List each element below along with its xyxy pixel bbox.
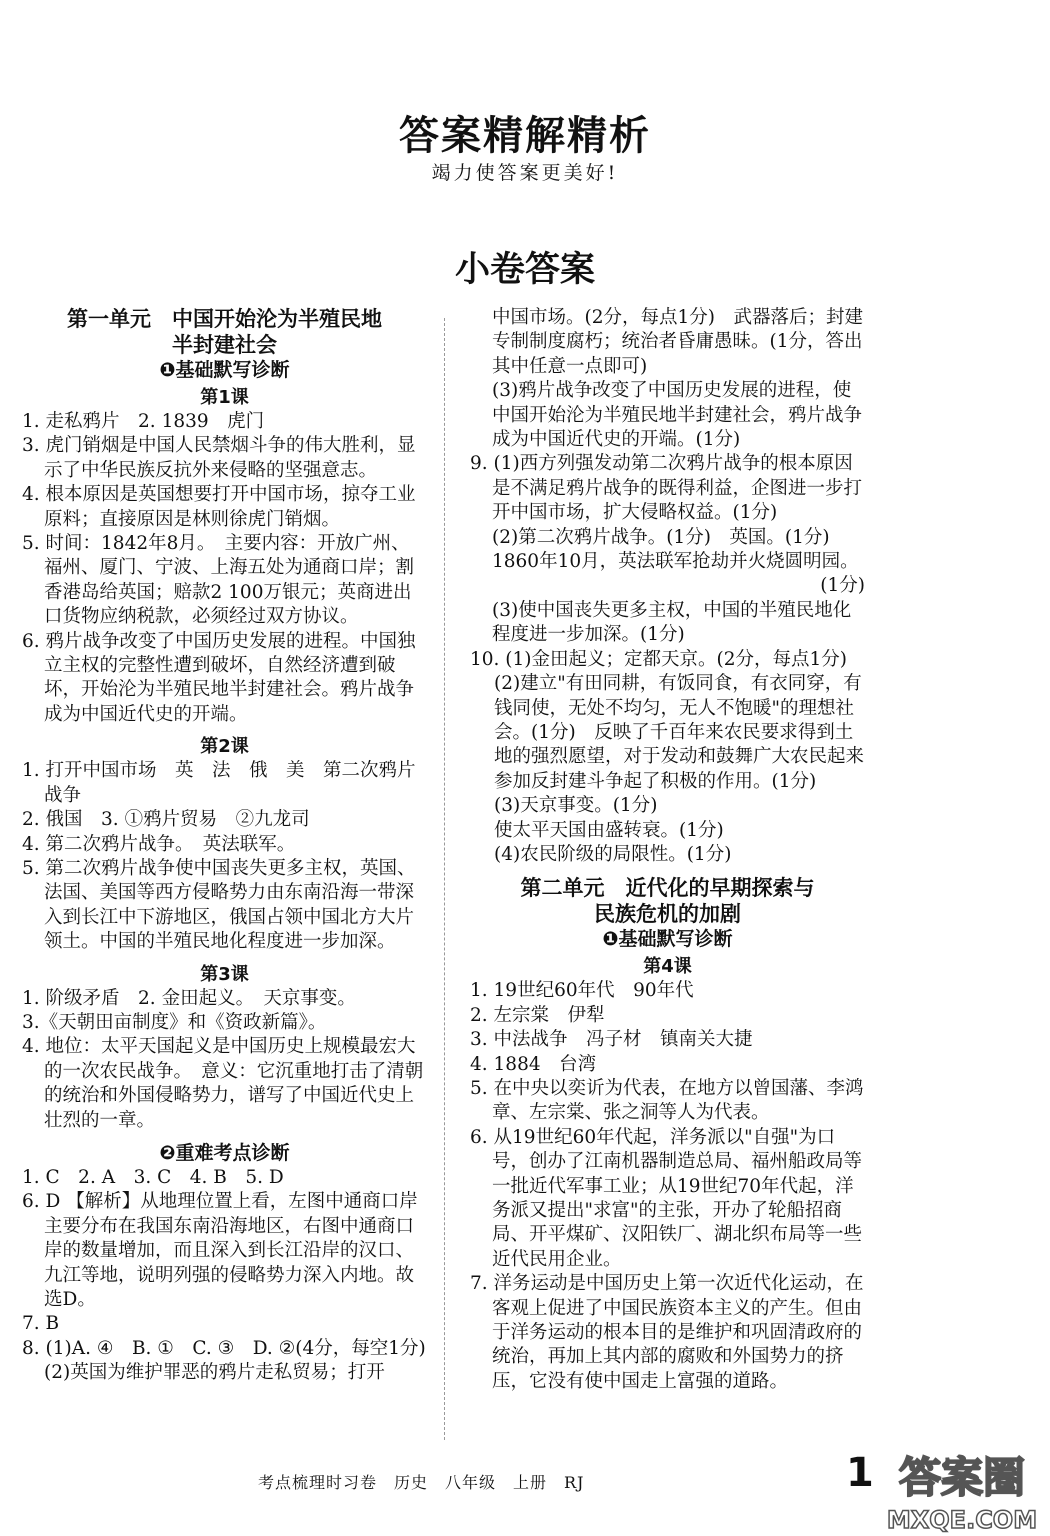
answer-item: 1. 打开中国市场 英 法 俄 美 第二次鸦片战争 [22,760,416,806]
answer-item: 3. 虎门销烟是中国人民禁烟斗争的伟大胜利，显示了中华民族反抗外来侵略的坚强意志。 [22,435,416,481]
watermark-text: 答案圈 [898,1453,1026,1502]
lesson-heading: 第4课 [643,956,692,978]
answer-item: 7. B [22,1313,60,1335]
answer-item: 5. 时间：1842年8月。 主要内容：开放广州、福州、厦门、宁波、上海五处为通商口岸；割香港岛给英国；赔款2 100万银元；英商进出口货物应纳税款，必须经过双方协议。 [22,533,415,628]
answer-subitem: (2)建立"有田同耕，有饭同食，有衣同穿，有钱同使，无处不均匀，无人不饱暖"的理想社会。(1分) 反映了千百年来农民要求得到土地的强烈愿望，对于发动和鼓舞广大农民起来参加反封建斗争起了积极的作用。(1分) [494,673,865,792]
unit-heading: 民族危机的加剧 [594,902,741,927]
answer-subitem: (4)农民阶级的局限性。(1分) [494,843,732,865]
column-divider [444,318,445,1440]
answer-item: 1. 走私鸦片 2. 1839 虎门 [22,411,265,432]
answer-item: 6. 鸦片战争改变了中国历史发展的进程。中国独立主权的完整性遭到破坏，自然经济遭到破坏，开始沦为半殖民地半封建社会。鸦片战争成为中国近代史的开端。 [22,630,416,725]
page-title: 答案精解精析 [399,113,651,159]
score-note: (1分) [820,575,865,597]
answer-item: 4. 根本原因是英国想要打开中国市场，掠夺工业原料；直接原因是林则徐虎门销烟。 [22,484,416,530]
answer-item: 6. 从19世纪60年代起，洋务派以"自强"为口号，创办了江南机器制造总局、福州船政局等一批近代军事工业；从19世纪70年代起，洋务派又提出"求富"的主张，开办了轮船招商局、开平煤矿、汉阳铁厂、湖北织布局等一些近代民用企业。 [470,1126,863,1270]
unit-heading: 第二单元 近代化的早期探索与 [520,876,815,901]
answer-continuation: (2)英国为维护罪恶的鸦片走私贸易；打开 [44,1362,385,1384]
answer-continuation: (3)鸦片战争改变了中国历史发展的进程，使中国开始沦为半殖民地半封建社会，鸦片战争成为中国近代史的开端。(1分) [492,380,863,451]
answer-item: 3. 中法战争 冯子材 镇南关大捷 [470,1029,753,1051]
unit-heading: 第一单元 中国开始沦为半殖民地 [67,307,382,331]
answer-continuation: 中国市场。(2分，每点1分) 武器落后；封建专制制度腐朽；统治者昏庸愚昧。(1分，答出其中任意一点即可) [492,307,863,377]
footer-text: 考点梳理时习卷 历史 八年级 上册 RJ [258,1473,585,1492]
answer-item: 8. (1)A. ④ B. ① C. ③ D. ②(4分，每空1分) [22,1337,426,1359]
answer-item: 4. 第二次鸦片战争。 英法联军。 [22,833,296,855]
answer-item: 2. 左宗棠 伊犁 [470,1004,605,1026]
answer-subitem: (3)天京事变。(1分) [494,795,658,817]
subsection-heading: ❶基础默写诊断 [602,928,733,951]
answer-item: 7. 洋务运动是中国历史上第一次近代化运动，在客观上促进了中国民族资本主义的产生。但由于洋务运动的根本目的是维护和巩固清政府的统治，再加上其内部的腐败和外国势力的挤压，它没有使中国走上富强的道路。 [470,1273,864,1392]
right-column [470,306,865,1394]
subsection-heading: ❶基础默写诊断 [159,359,290,381]
answer-item: 6. D 【解析】从地理位置上看，左图中通商口岸主要分布在我国东南沿海地区，右图中通商口岸的数量增加，而且深入到长江沿岸的汉口、九江等地，说明列强的侵略势力深入内地。故选D。 [22,1191,418,1310]
lesson-heading: 第1课 [200,387,249,408]
watermark-logo [878,1440,1048,1536]
watermark-url: MXQE.COM [886,1506,1038,1534]
answer-subitem: (3)使中国丧失更多主权，中国的半殖民地化程度进一步加深。(1分) [492,599,852,646]
lesson-heading: 第3课 [200,963,249,985]
answer-item: 3.《天朝田亩制度》和《资政新篇》。 [22,1011,327,1033]
answer-item: 4. 1884 台湾 [470,1053,597,1075]
lesson-heading: 第2课 [200,736,249,758]
answer-item: 5. 第二次鸦片战争使中国丧失更多主权，英国、法国、美国等西方侵略势力由东南沿海一带深入到长江中下游地区，俄国占领中国北方大片领土。中国的半殖民地化程度进一步加深。 [22,857,416,953]
answer-subitem: 使太平天国由盛转衰。(1分) [494,819,724,841]
answer-item: 1. 19世纪60年代 90年代 [470,980,694,1002]
subsection-heading: ❷重难考点诊断 [159,1141,290,1164]
answer-item: 1. C 2. A 3. C 4. B 5. D [22,1166,284,1188]
page-number: 1 [846,1450,874,1496]
answer-item: 2. 俄国 3. ①鸦片贸易 ②九龙司 [22,809,310,831]
answer-item: 1. 阶级矛盾 2. 金田起义。 天京事变。 [22,987,356,1009]
slogan: 竭力使答案更美好! [431,162,619,184]
section-title: 小卷答案 [454,250,595,290]
answer-item: 10. (1)金田起义；定都天京。(2分，每点1分) [470,648,847,670]
answer-item: 9. (1)西方列强发动第二次鸦片战争的根本原因是不满足鸦片战争的既得利益，企图进一步打开中国市场，扩大侵略权益。(1分) [470,453,863,524]
answer-item: 5. 在中央以奕䜣为代表，在地方以曾国藩、李鸿章、左宗棠、张之洞等人为代表。 [470,1077,864,1124]
left-column [22,306,427,1386]
unit-heading: 半封建社会 [172,333,277,357]
answer-item: 4. 地位：太平天国起义是中国历史上规模最宏大的一次农民战争。 意义：它沉重地打击了清朝的统治和外国侵略势力，谱写了中国近代史上壮烈的一章。 [22,1036,424,1131]
answer-subitem: (2)第二次鸦片战争。(1分) 英国。(1分) 1860年10月，英法联军抢劫并火烧圆明园。 [492,526,859,573]
